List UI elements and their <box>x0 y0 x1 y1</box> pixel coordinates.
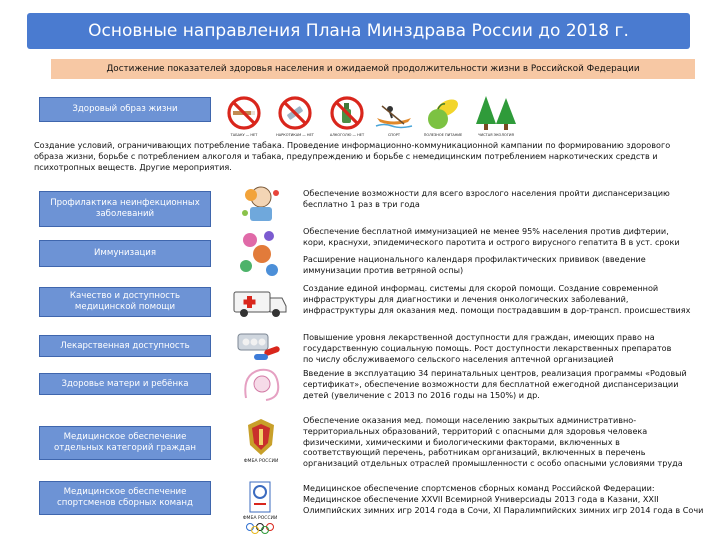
quality-access-description: Создание единой информац. системы для скорой помощи. Создание современной инфраструктуры для диагностики и лечения онкологических заболеваний, инфраструктуры для оказания мед. помощи пострадавшим в дор-трансп. происшествиях <box>303 283 691 315</box>
no-smoking-icon <box>226 95 262 131</box>
fmba-sport-caption: ФМБА РОССИИ <box>242 516 278 521</box>
ambulance-icon <box>230 284 290 320</box>
no-alcohol-icon <box>329 95 365 131</box>
caption-no-alcohol: АЛКОГОЛЮ — НЕТ <box>329 133 365 137</box>
fmba-emblem-icon <box>244 415 278 459</box>
rowing-icon <box>374 98 414 130</box>
olympic-rings-icon <box>244 522 276 534</box>
mother-child-description: Введение в эксплуатацию 34 перинатальных центров, реализация программы «Родовый сертификат», обеспечение возможности для бесплатной ежегодной диспансеризации детей (увеличение с 2013 по 2016 годы на 150%) и др. <box>303 368 687 400</box>
fmba-sport-logo-icon <box>248 480 272 516</box>
immunization-description: Обеспечение бесплатной иммунизацией не менее 95% населения против дифтерии, кори, краснухи, эпидемического паротита и острого вирусного гепатита В в уст. сроки <box>303 226 680 247</box>
page-title: Основные направления Плана Минздрава России до 2018 г. <box>27 13 690 49</box>
immunization-description-extra: Расширение национального календаря профилактических прививок (введение иммунизации против ветряной оспы) <box>303 254 646 275</box>
category-ncd-prevention: Профилактика неинфекционных заболеваний <box>39 191 211 227</box>
category-immunization: Иммунизация <box>39 240 211 267</box>
caption-healthy-food: ПОЛЕЗНОЕ ПИТАНИЕ <box>423 133 463 137</box>
mother-child-icon <box>236 364 286 404</box>
trees-icon <box>474 94 518 132</box>
caption-no-tobacco: ТАБАКУ — НЕТ <box>230 133 258 137</box>
healthy-lifestyle-description: Создание условий, ограничивающих потребление табака. Проведение информационно-коммуникационной кампании по формированию здорового образа жизни, борьбе с потреблением алкоголя и табака, предупреждению и борьбе с немедицинским потреблением наркотических средств и психотропных веществ. Другие мероприятия. <box>34 140 671 172</box>
drug-access-description: Повышение уровня лекарственной доступности для граждан, имеющих право на государственную социальную помощь. Рост доступности лекарственных препаратов по числу обслуживаемого сельского населения аптечной организацией <box>303 332 672 364</box>
page-subtitle: Достижение показателей здоровья населения и ожидаемой продолжительности жизни в Российской Федерации <box>51 59 695 79</box>
category-special-groups: Медицинское обеспечение отдельных категорий граждан <box>39 426 211 460</box>
healthy-food-icon <box>423 94 463 132</box>
ncd-prevention-description: Обеспечение возможности для всего взрослого населения пройти диспансеризацию бесплатно 1 раз в три года <box>303 188 670 209</box>
category-mother-child: Здоровье матери и ребёнка <box>39 373 211 395</box>
caption-no-drugs: НАРКОТИКАМ — НЕТ <box>276 133 314 137</box>
caption-ecology: ЧИСТАЯ ЭКОЛОГИЯ <box>478 133 514 137</box>
athletes-description: Медицинское обеспечение спортсменов сборных команд Российской Федерации: Медицинское обеспечение XXVII Всемирной Универсиады 2013 года в Казани, XXII Олимпийских зимних игр 2014 года в Сочи, XI Паралимпийских зимних игр 2014 года в Сочи <box>303 483 704 515</box>
category-drug-access: Лекарственная доступность <box>39 335 211 357</box>
fmba-caption: ФМБА РОССИИ <box>243 459 279 464</box>
bacteria-icon <box>236 226 284 280</box>
category-quality-access: Качество и доступность медицинской помощи <box>39 287 211 317</box>
patient-illustration-icon <box>236 183 286 227</box>
category-athletes: Медицинское обеспечение спортсменов сборных команд <box>39 481 211 515</box>
special-groups-description: Обеспечение оказания мед. помощи населению закрытых административно-территориальных образований, территорий с опасными для здоровья человека физическими, химическими и биологическими факторами, включенных в соответствующий перечень, работникам организаций, включенных в перечень организаций отдельных отраслей промышленности с особо опасными условиями труда <box>303 415 683 469</box>
caption-sport: СПОРТ <box>387 133 401 137</box>
category-healthy-lifestyle: Здоровый образ жизни <box>39 97 211 122</box>
no-drugs-icon <box>277 95 313 131</box>
pills-icon <box>234 328 288 364</box>
